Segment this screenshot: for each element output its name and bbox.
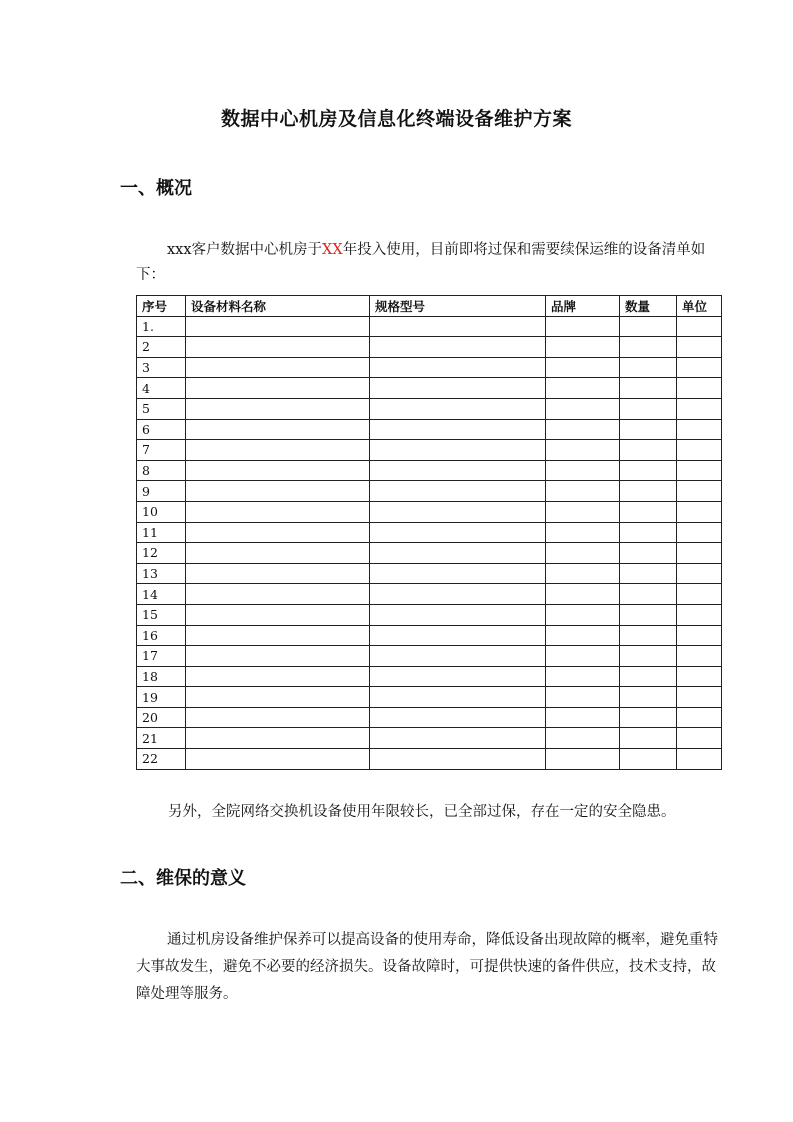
header-spec-model: 规格型号 <box>370 296 546 317</box>
section-heading-overview: 一、概况 <box>120 178 192 199</box>
table-row <box>137 749 722 770</box>
quantity-cell <box>620 481 677 502</box>
equipment-name-cell <box>186 378 370 399</box>
equipment-name-cell <box>186 501 370 522</box>
spec-model-cell <box>370 604 546 625</box>
quantity-cell <box>620 378 677 399</box>
brand-cell <box>546 728 620 749</box>
spec-model-cell <box>370 398 546 419</box>
table-body <box>137 316 722 769</box>
table-row <box>137 481 722 502</box>
row-index-cell: 21 <box>137 728 186 749</box>
brand-cell <box>546 604 620 625</box>
equipment-name-cell <box>186 728 370 749</box>
row-index-cell: 18 <box>137 666 186 687</box>
unit-cell <box>677 337 722 358</box>
unit-cell <box>677 419 722 440</box>
spec-model-cell <box>370 543 546 564</box>
spec-model-cell <box>370 440 546 461</box>
equipment-name-cell <box>186 440 370 461</box>
quantity-cell <box>620 337 677 358</box>
brand-cell <box>546 666 620 687</box>
equipment-name-cell <box>186 316 370 337</box>
row-index-cell: 12 <box>137 543 186 564</box>
quantity-cell <box>620 646 677 667</box>
unit-cell <box>677 460 722 481</box>
overview-intro-paragraph <box>136 238 721 288</box>
table-row <box>137 707 722 728</box>
unit-cell <box>677 707 722 728</box>
spec-model-cell <box>370 584 546 605</box>
table-row <box>137 604 722 625</box>
header-unit: 单位 <box>677 296 722 317</box>
unit-cell <box>677 481 722 502</box>
unit-cell <box>677 666 722 687</box>
brand-cell <box>546 749 620 770</box>
unit-cell <box>677 357 722 378</box>
unit-cell <box>677 728 722 749</box>
spec-model-cell <box>370 728 546 749</box>
equipment-name-cell <box>186 604 370 625</box>
unit-cell <box>677 440 722 461</box>
row-index-cell: 14 <box>137 584 186 605</box>
spec-model-cell <box>370 419 546 440</box>
equipment-name-cell <box>186 543 370 564</box>
row-index-cell: 9 <box>137 481 186 502</box>
unit-cell <box>677 522 722 543</box>
equipment-name-cell <box>186 337 370 358</box>
table-row <box>137 646 722 667</box>
equipment-name-cell <box>186 522 370 543</box>
equipment-name-cell <box>186 584 370 605</box>
brand-cell <box>546 501 620 522</box>
spec-model-cell <box>370 378 546 399</box>
table-row <box>137 398 722 419</box>
quantity-cell <box>620 398 677 419</box>
brand-cell <box>546 563 620 584</box>
table-row <box>137 625 722 646</box>
document-title: 数据中心机房及信息化终端设备维护方案 <box>220 108 572 130</box>
quantity-cell <box>620 419 677 440</box>
brand-cell <box>546 398 620 419</box>
spec-model-cell <box>370 460 546 481</box>
quantity-cell <box>620 501 677 522</box>
row-index-cell: 3 <box>137 357 186 378</box>
spec-model-cell <box>370 646 546 667</box>
intro-suffix: 年投入使用，目前即将过保和需要续保运维的设备清单如下： <box>136 242 706 283</box>
quantity-cell <box>620 625 677 646</box>
brand-cell <box>546 337 620 358</box>
equipment-name-cell <box>186 625 370 646</box>
row-index-cell: 13 <box>137 563 186 584</box>
row-index-cell: 10 <box>137 501 186 522</box>
brand-cell <box>546 419 620 440</box>
intro-year-placeholder: XX <box>322 242 343 258</box>
overview-note: 另外，全院网络交换机设备使用年限较长，已全部过保，存在一定的安全隐患。 <box>168 804 676 820</box>
spec-model-cell <box>370 316 546 337</box>
equipment-name-cell <box>186 419 370 440</box>
header-quantity: 数量 <box>620 296 677 317</box>
equipment-name-cell <box>186 563 370 584</box>
table-row <box>137 543 722 564</box>
quantity-cell <box>620 563 677 584</box>
table-row <box>137 419 722 440</box>
unit-cell <box>677 646 722 667</box>
equipment-name-cell <box>186 460 370 481</box>
brand-cell <box>546 687 620 708</box>
equipment-name-cell <box>186 749 370 770</box>
row-index-cell: 4 <box>137 378 186 399</box>
quantity-cell <box>620 460 677 481</box>
unit-cell <box>677 584 722 605</box>
row-index-cell: 6 <box>137 419 186 440</box>
spec-model-cell <box>370 666 546 687</box>
table-row <box>137 440 722 461</box>
table-row <box>137 522 722 543</box>
quantity-cell <box>620 687 677 708</box>
unit-cell <box>677 625 722 646</box>
equipment-name-cell <box>186 707 370 728</box>
row-index-cell: 20 <box>137 707 186 728</box>
brand-cell <box>546 440 620 461</box>
spec-model-cell <box>370 563 546 584</box>
section-heading-significance: 二、维保的意义 <box>120 868 246 889</box>
row-index-cell: 8 <box>137 460 186 481</box>
header-index: 序号 <box>137 296 186 317</box>
row-index-cell: 17 <box>137 646 186 667</box>
row-index-cell: 22 <box>137 749 186 770</box>
brand-cell <box>546 522 620 543</box>
row-index-cell: 5 <box>137 398 186 419</box>
quantity-cell <box>620 357 677 378</box>
table-row <box>137 357 722 378</box>
equipment-name-cell <box>186 666 370 687</box>
table-row <box>137 666 722 687</box>
unit-cell <box>677 687 722 708</box>
significance-paragraph: 通过机房设备维护保养可以提高设备的使用寿命，降低设备出现故障的概率，避免重特大事故发生，避免不必要的经济损失。设备故障时，可提供快速的备件供应，技术支持，故障处理等服务。 <box>136 932 718 1002</box>
row-index-cell: 16 <box>137 625 186 646</box>
table-header-row <box>137 296 722 317</box>
table-row <box>137 378 722 399</box>
equipment-table <box>136 295 722 770</box>
table-row <box>137 687 722 708</box>
row-index-cell: 15 <box>137 604 186 625</box>
unit-cell <box>677 378 722 399</box>
unit-cell <box>677 398 722 419</box>
brand-cell <box>546 357 620 378</box>
unit-cell <box>677 563 722 584</box>
header-equipment-name: 设备材料名称 <box>186 296 370 317</box>
header-brand: 品牌 <box>546 296 620 317</box>
brand-cell <box>546 584 620 605</box>
equipment-name-cell <box>186 687 370 708</box>
spec-model-cell <box>370 501 546 522</box>
table-row <box>137 563 722 584</box>
table-row <box>137 337 722 358</box>
spec-model-cell <box>370 357 546 378</box>
brand-cell <box>546 378 620 399</box>
equipment-name-cell <box>186 646 370 667</box>
unit-cell <box>677 501 722 522</box>
quantity-cell <box>620 749 677 770</box>
table-row <box>137 584 722 605</box>
brand-cell <box>546 481 620 502</box>
quantity-cell <box>620 584 677 605</box>
brand-cell <box>546 625 620 646</box>
quantity-cell <box>620 543 677 564</box>
equipment-name-cell <box>186 398 370 419</box>
quantity-cell <box>620 522 677 543</box>
brand-cell <box>546 316 620 337</box>
row-index-cell: 1. <box>137 316 186 337</box>
unit-cell <box>677 543 722 564</box>
unit-cell <box>677 316 722 337</box>
quantity-cell <box>620 316 677 337</box>
brand-cell <box>546 460 620 481</box>
table-row <box>137 460 722 481</box>
quantity-cell <box>620 728 677 749</box>
unit-cell <box>677 604 722 625</box>
brand-cell <box>546 543 620 564</box>
spec-model-cell <box>370 337 546 358</box>
row-index-cell: 11 <box>137 522 186 543</box>
row-index-cell: 19 <box>137 687 186 708</box>
spec-model-cell <box>370 687 546 708</box>
spec-model-cell <box>370 522 546 543</box>
row-index-cell: 2 <box>137 337 186 358</box>
quantity-cell <box>620 604 677 625</box>
row-index-cell: 7 <box>137 440 186 461</box>
brand-cell <box>546 646 620 667</box>
table-row <box>137 501 722 522</box>
equipment-name-cell <box>186 481 370 502</box>
brand-cell <box>546 707 620 728</box>
spec-model-cell <box>370 481 546 502</box>
equipment-name-cell <box>186 357 370 378</box>
spec-model-cell <box>370 707 546 728</box>
spec-model-cell <box>370 625 546 646</box>
quantity-cell <box>620 707 677 728</box>
quantity-cell <box>620 440 677 461</box>
table-row <box>137 728 722 749</box>
table-row <box>137 316 722 337</box>
unit-cell <box>677 749 722 770</box>
quantity-cell <box>620 666 677 687</box>
spec-model-cell <box>370 749 546 770</box>
intro-prefix: xxx客户数据中心机房于 <box>167 242 323 258</box>
